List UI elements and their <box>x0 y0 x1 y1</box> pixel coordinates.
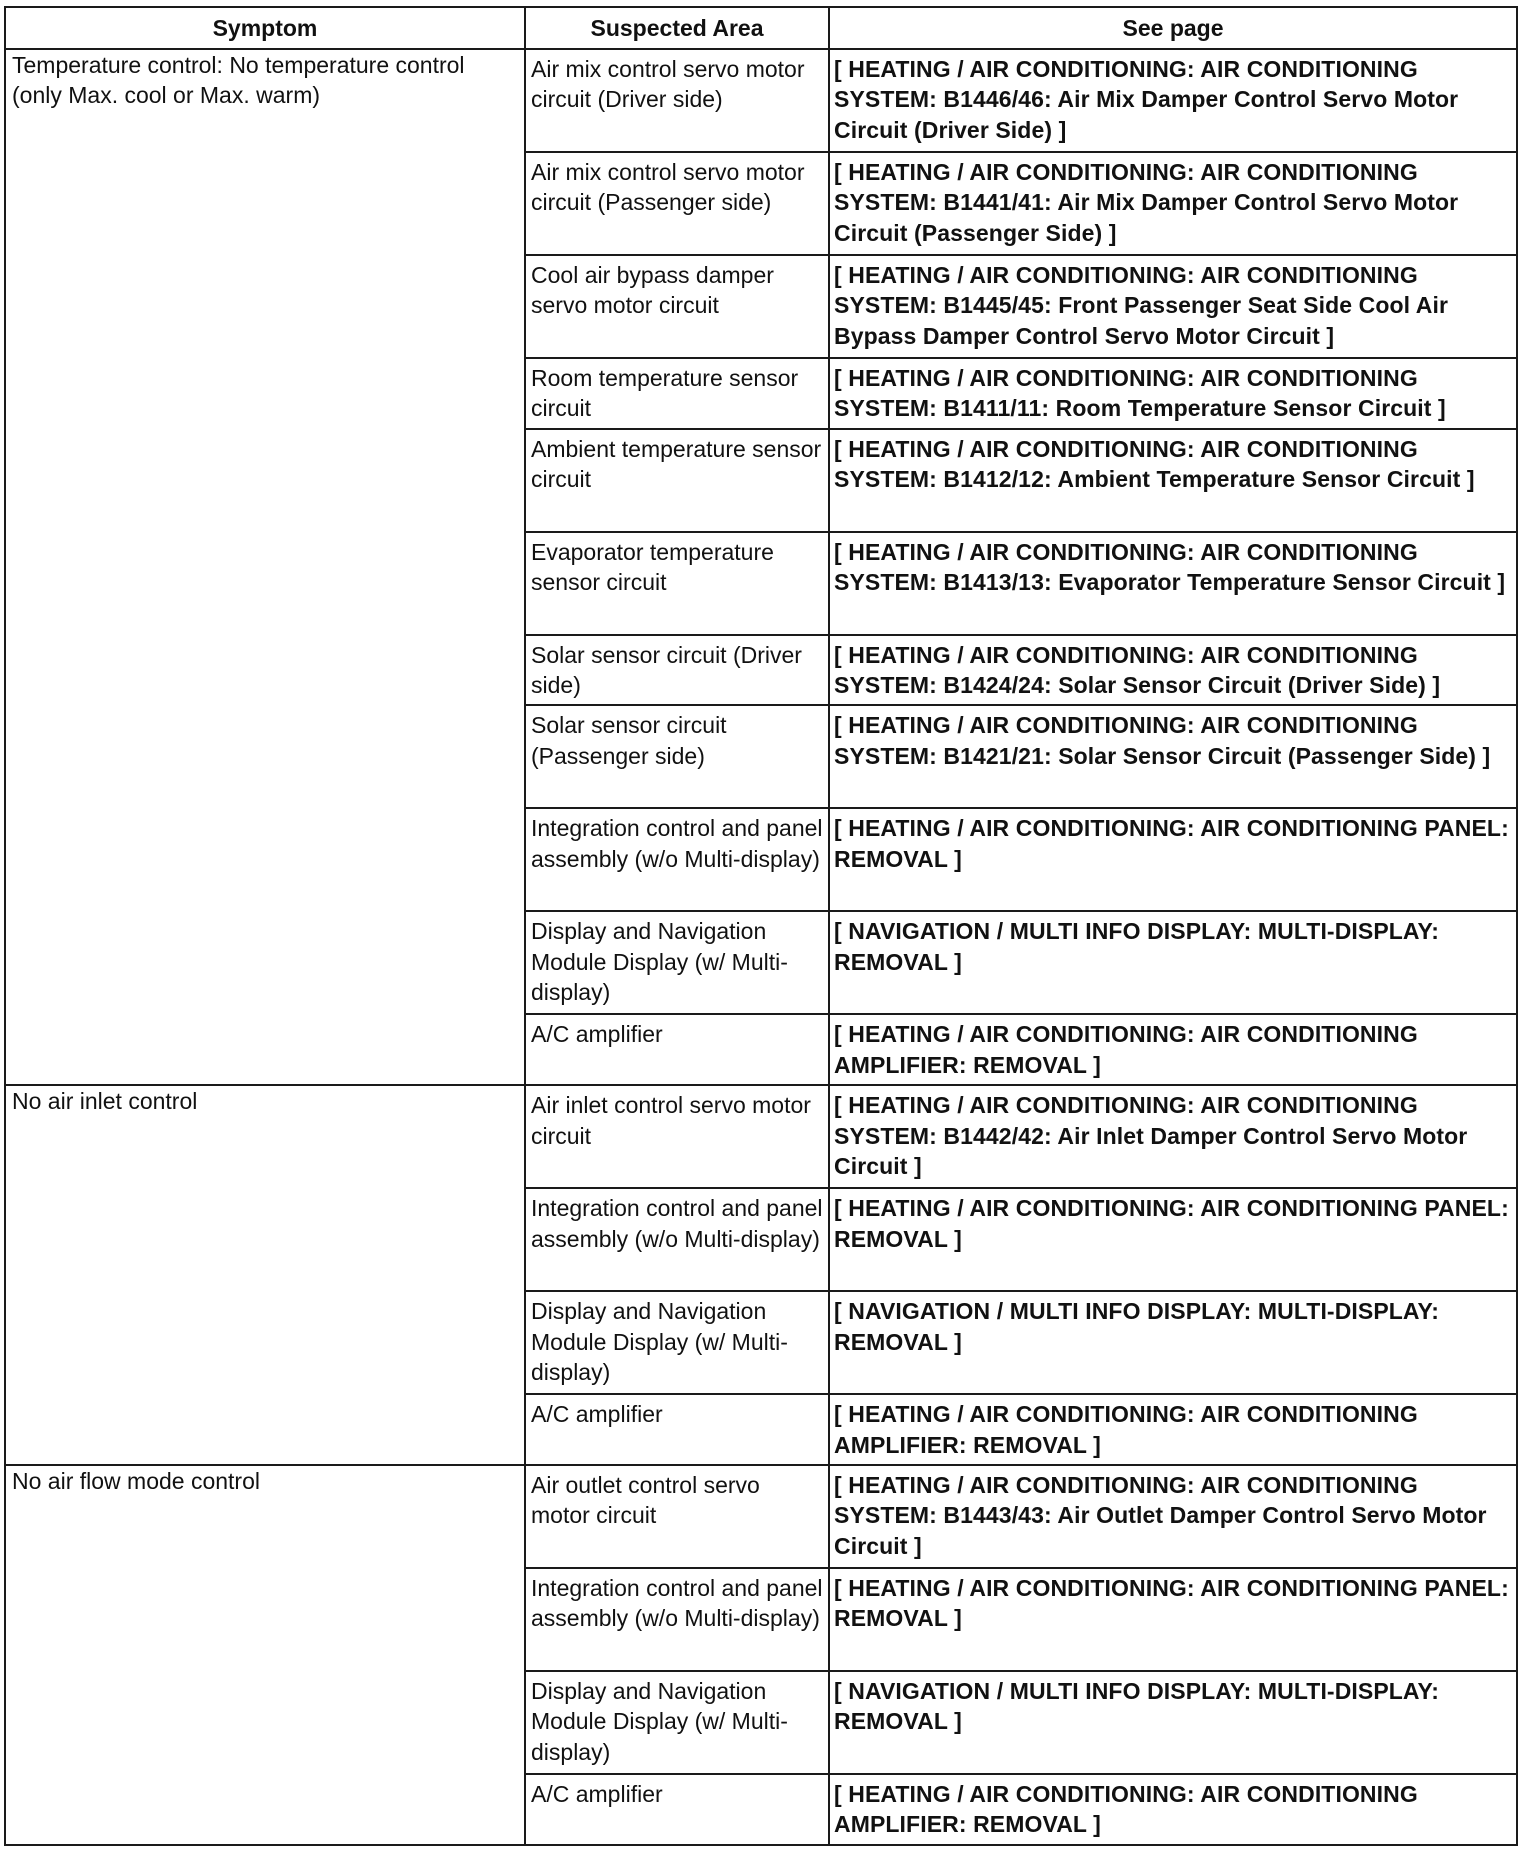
suspected-area-cell: Evaporator temperature sensor circuit <box>525 532 829 635</box>
suspected-area-cell: Solar sensor circuit (Driver side) <box>525 635 829 706</box>
suspected-area-cell: A/C amplifier <box>525 1014 829 1085</box>
see-page-reference: [ HEATING / AIR CONDITIONING: AIR CONDITIONING SYSTEM: B1421/21: Solar Sensor Circuit (Passenger Side) ] <box>829 705 1517 808</box>
suspected-area-cell: A/C amplifier <box>525 1774 829 1845</box>
see-page-reference: [ NAVIGATION / MULTI INFO DISPLAY: MULTI-DISPLAY: REMOVAL ] <box>829 911 1517 1014</box>
see-page-reference: [ HEATING / AIR CONDITIONING: AIR CONDITIONING SYSTEM: B1413/13: Evaporator Temperature Sensor Circuit ] <box>829 532 1517 635</box>
suspected-area-cell: Cool air bypass damper servo motor circuit <box>525 255 829 358</box>
header-suspected-area: Suspected Area <box>525 7 829 49</box>
table-body <box>5 49 1517 1845</box>
suspected-area-cell: Air inlet control servo motor circuit <box>525 1085 829 1188</box>
see-page-reference: [ HEATING / AIR CONDITIONING: AIR CONDITIONING SYSTEM: B1446/46: Air Mix Damper Control Servo Motor Circuit (Driver Side) ] <box>829 49 1517 152</box>
table-header <box>5 7 1517 49</box>
suspected-area-cell: Display and Navigation Module Display (w/ Multi-display) <box>525 1291 829 1394</box>
see-page-reference: [ HEATING / AIR CONDITIONING: AIR CONDITIONING SYSTEM: B1443/43: Air Outlet Damper Control Servo Motor Circuit ] <box>829 1465 1517 1568</box>
see-page-reference: [ NAVIGATION / MULTI INFO DISPLAY: MULTI-DISPLAY: REMOVAL ] <box>829 1671 1517 1774</box>
see-page-reference: [ HEATING / AIR CONDITIONING: AIR CONDITIONING SYSTEM: B1411/11: Room Temperature Sensor Circuit ] <box>829 358 1517 429</box>
see-page-reference: [ HEATING / AIR CONDITIONING: AIR CONDITIONING AMPLIFIER: REMOVAL ] <box>829 1394 1517 1465</box>
see-page-reference: [ HEATING / AIR CONDITIONING: AIR CONDITIONING AMPLIFIER: REMOVAL ] <box>829 1014 1517 1085</box>
header-row <box>5 7 1517 49</box>
suspected-area-cell: Solar sensor circuit (Passenger side) <box>525 705 829 808</box>
table-row <box>5 1085 1517 1188</box>
symptom-cell: No air inlet control <box>5 1085 525 1465</box>
suspected-area-cell: Integration control and panel assembly (w/o Multi-display) <box>525 1188 829 1291</box>
suspected-area-cell: Air mix control servo motor circuit (Passenger side) <box>525 152 829 255</box>
see-page-reference: [ HEATING / AIR CONDITIONING: AIR CONDITIONING SYSTEM: B1424/24: Solar Sensor Circuit (Driver Side) ] <box>829 635 1517 706</box>
symptom-cell: Temperature control: No temperature control (only Max. cool or Max. warm) <box>5 49 525 1085</box>
see-page-reference: [ HEATING / AIR CONDITIONING: AIR CONDITIONING SYSTEM: B1441/41: Air Mix Damper Control Servo Motor Circuit (Passenger Side) ] <box>829 152 1517 255</box>
see-page-reference: [ HEATING / AIR CONDITIONING: AIR CONDITIONING PANEL: REMOVAL ] <box>829 808 1517 911</box>
suspected-area-cell: Integration control and panel assembly (w/o Multi-display) <box>525 808 829 911</box>
table-row <box>5 1465 1517 1568</box>
problem-symptoms-table <box>4 6 1518 1846</box>
symptom-cell: No air flow mode control <box>5 1465 525 1845</box>
see-page-reference: [ HEATING / AIR CONDITIONING: AIR CONDITIONING AMPLIFIER: REMOVAL ] <box>829 1774 1517 1845</box>
suspected-area-cell: Display and Navigation Module Display (w/ Multi-display) <box>525 1671 829 1774</box>
see-page-reference: [ HEATING / AIR CONDITIONING: AIR CONDITIONING PANEL: REMOVAL ] <box>829 1188 1517 1291</box>
suspected-area-cell: Integration control and panel assembly (w/o Multi-display) <box>525 1568 829 1671</box>
header-see-page: See page <box>829 7 1517 49</box>
suspected-area-cell: Air outlet control servo motor circuit <box>525 1465 829 1568</box>
table-row <box>5 49 1517 152</box>
suspected-area-cell: Display and Navigation Module Display (w/ Multi-display) <box>525 911 829 1014</box>
suspected-area-cell: Air mix control servo motor circuit (Driver side) <box>525 49 829 152</box>
suspected-area-cell: A/C amplifier <box>525 1394 829 1465</box>
see-page-reference: [ HEATING / AIR CONDITIONING: AIR CONDITIONING SYSTEM: B1412/12: Ambient Temperature Sensor Circuit ] <box>829 429 1517 532</box>
suspected-area-cell: Room temperature sensor circuit <box>525 358 829 429</box>
header-symptom: Symptom <box>5 7 525 49</box>
see-page-reference: [ HEATING / AIR CONDITIONING: AIR CONDITIONING SYSTEM: B1442/42: Air Inlet Damper Control Servo Motor Circuit ] <box>829 1085 1517 1188</box>
see-page-reference: [ NAVIGATION / MULTI INFO DISPLAY: MULTI-DISPLAY: REMOVAL ] <box>829 1291 1517 1394</box>
suspected-area-cell: Ambient temperature sensor circuit <box>525 429 829 532</box>
see-page-reference: [ HEATING / AIR CONDITIONING: AIR CONDITIONING SYSTEM: B1445/45: Front Passenger Seat Side Cool Air Bypass Damper Control Servo Motor Circuit ] <box>829 255 1517 358</box>
see-page-reference: [ HEATING / AIR CONDITIONING: AIR CONDITIONING PANEL: REMOVAL ] <box>829 1568 1517 1671</box>
